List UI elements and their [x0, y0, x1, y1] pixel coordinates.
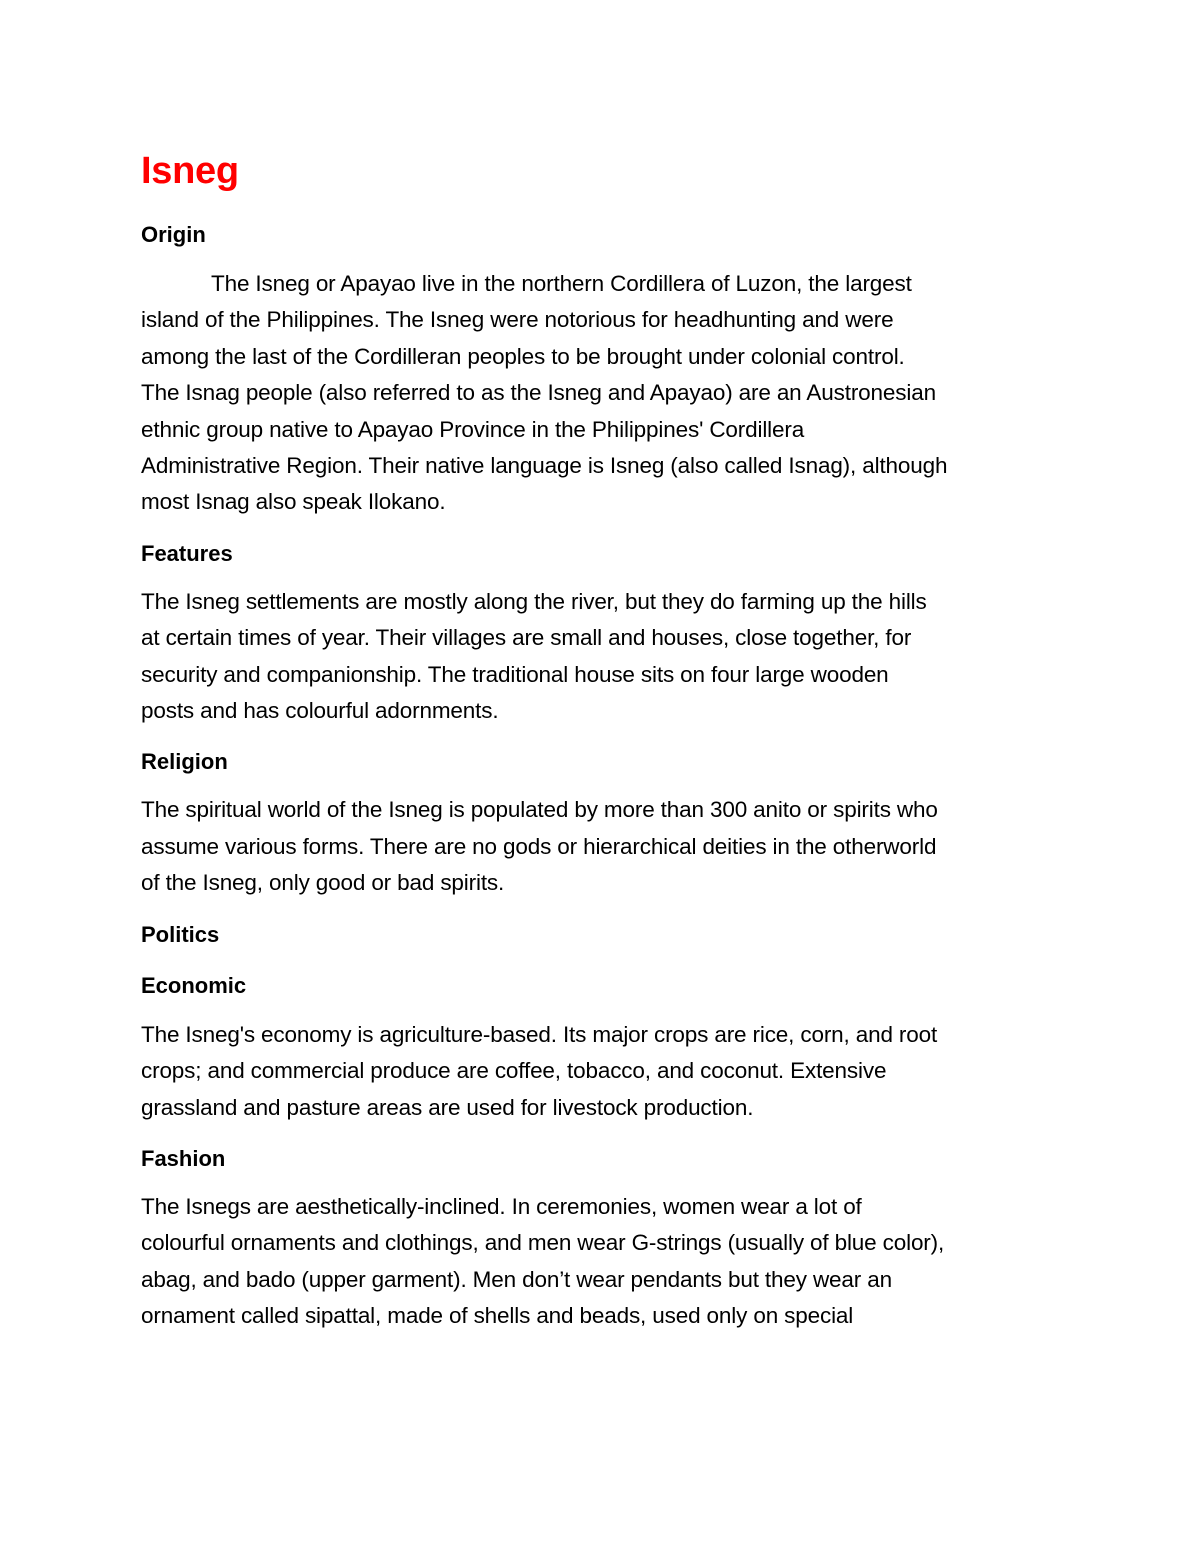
document-title: Isneg [141, 150, 239, 192]
paragraph-line: assume various forms. There are no gods or hierarchical deities in the otherworld [141, 833, 937, 859]
paragraph-line: among the last of the Cordilleran peoples to be brought under colonial control. [141, 343, 905, 369]
section-heading-fashion: Fashion [141, 1145, 226, 1171]
paragraph-line: The Isnag people (also referred to as the Isneg and Apayao) are an Austronesian [141, 380, 936, 406]
paragraph-line: abag, and bado (upper garment). Men don’t wear pendants but they wear an [141, 1266, 892, 1292]
paragraph-line: island of the Philippines. The Isneg were notorious for headhunting and were [141, 307, 894, 333]
paragraph-line: ornament called sipattal, made of shells and beads, used only on special [141, 1303, 854, 1329]
paragraph-line: at certain times of year. Their villages are small and houses, close together, for [141, 625, 912, 651]
paragraph-line: grassland and pasture areas are used for livestock production. [141, 1094, 754, 1120]
paragraph-line: crops; and commercial produce are coffee, tobacco, and coconut. Extensive [141, 1058, 887, 1084]
paragraph-line: posts and has colourful adornments. [141, 698, 499, 724]
section-paragraph-features [141, 584, 1066, 730]
section-paragraph-religion [141, 792, 1066, 901]
section-paragraph-economic [141, 1017, 1066, 1126]
section-heading-religion: Religion [141, 749, 228, 775]
section-paragraph-fashion [141, 1189, 1066, 1335]
paragraph-line: security and companionship. The traditional house sits on four large wooden [141, 661, 889, 687]
paragraph-line: ethnic group native to Apayao Province in the Philippines' Cordillera [141, 416, 805, 442]
section-heading-origin: Origin [141, 222, 206, 247]
document-body [141, 148, 1066, 1335]
paragraph-line: of the Isneg, only good or bad spirits. [141, 870, 505, 896]
paragraph-line: Administrative Region. Their native language is Isneg (also called Isnag), although [141, 453, 948, 479]
paragraph-line: most Isnag also speak Ilokano. [141, 489, 446, 515]
section-paragraph-origin [141, 266, 1066, 521]
paragraph-line: colourful ornaments and clothings, and men wear G-strings (usually of blue color), [141, 1230, 945, 1256]
paragraph-line: The Isnegs are aesthetically-inclined. In ceremonies, women wear a lot of [141, 1193, 862, 1219]
paragraph-line: The Isneg or Apayao live in the northern Cordillera of Luzon, the largest [211, 271, 912, 296]
section-heading-features: Features [141, 540, 233, 566]
paragraph-line: The spiritual world of the Isneg is populated by more than 300 anito or spirits who [141, 797, 938, 823]
section-heading-economic: Economic [141, 972, 247, 998]
section-heading-politics: Politics [141, 921, 220, 947]
paragraph-line: The Isneg's economy is agriculture-based. Its major crops are rice, corn, and root [141, 1021, 938, 1047]
paragraph-line: The Isneg settlements are mostly along the river, but they do farming up the hills [141, 588, 927, 614]
